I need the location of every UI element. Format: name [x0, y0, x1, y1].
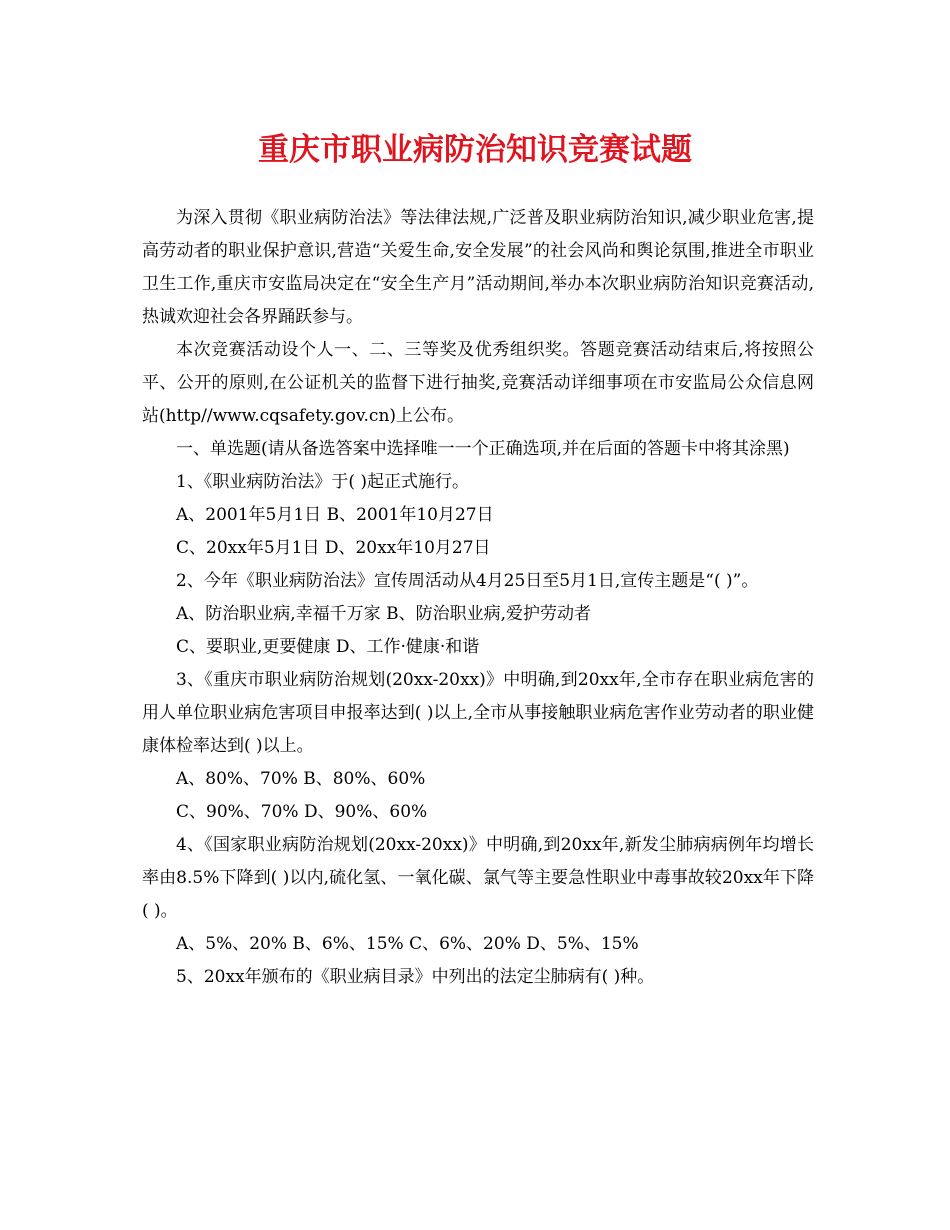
question-3-options-cd: C、90%、70% D、90%、60%	[176, 802, 428, 822]
awards-paragraph: 本次竞赛活动设个人一、二、三等奖及优秀组织奖。答题竞赛活动结束后,将按照公平、公开的原则,在公证机关的监督下进行抽奖,竞赛活动详细事项在市安监局公众信息网站(http//www.cqsafety.gov.cn)上公布。	[142, 340, 814, 426]
document-title: 重庆市职业病防治知识竞赛试题	[258, 132, 692, 168]
question-2-options-cd: C、要职业,更要健康 D、工作·健康·和谐	[176, 637, 480, 657]
intro-paragraph: 为深入贯彻《职业病防治法》等法律法规,广泛普及职业病防治知识,减少职业危害,提高劳动者的职业保护意识,营造“关爱生命,安全发展”的社会风尚和舆论氛围,推进全市职业卫生工作,重庆市安监局决定在“安全生产月”活动期间,举办本次职业病防治知识竞赛活动,热诚欢迎社会各界踊跃参与。	[142, 208, 814, 327]
question-4-options: A、5%、20% B、6%、15% C、6%、20% D、5%、15%	[176, 934, 639, 954]
question-2-options-ab: A、防治职业病,幸福千万家 B、防治职业病,爱护劳动者	[176, 604, 591, 624]
section-heading-single-choice: 一、单选题(请从备选答案中选择唯一一个正确选项,并在后面的答题卡中将其涂黑)	[176, 439, 790, 459]
question-3-options-ab: A、80%、70% B、80%、60%	[176, 769, 426, 789]
question-1-options-ab: A、2001年5月1日 B、2001年10月27日	[176, 505, 494, 525]
question-1-options-cd: C、20xx年5月1日 D、20xx年10月27日	[176, 538, 491, 558]
question-5: 5、20xx年颁布的《职业病目录》中列出的法定尘肺病有( )种。	[176, 967, 655, 987]
document-body	[142, 202, 814, 994]
question-1: 1、《职业病防治法》于( )起正式施行。	[176, 472, 469, 492]
question-3: 3、《重庆市职业病防治规划(20xx-20xx)》中明确,到20xx年,全市存在职业病危害的用人单位职业病危害项目申报率达到( )以上,全市从事接触职业病危害作业劳动者的职业健康体检率达到( )以上。	[142, 670, 814, 756]
question-2: 2、今年《职业病防治法》宣传周活动从4月25日至5月1日,宣传主题是“( )”。	[176, 571, 759, 591]
question-4: 4、《国家职业病防治规划(20xx-20xx)》中明确,到20xx年,新发尘肺病病例年均增长率由8.5%下降到( )以内,硫化氢、一氧化碳、氯气等主要急性职业中毒事故较20xx年下降( )。	[142, 835, 814, 921]
